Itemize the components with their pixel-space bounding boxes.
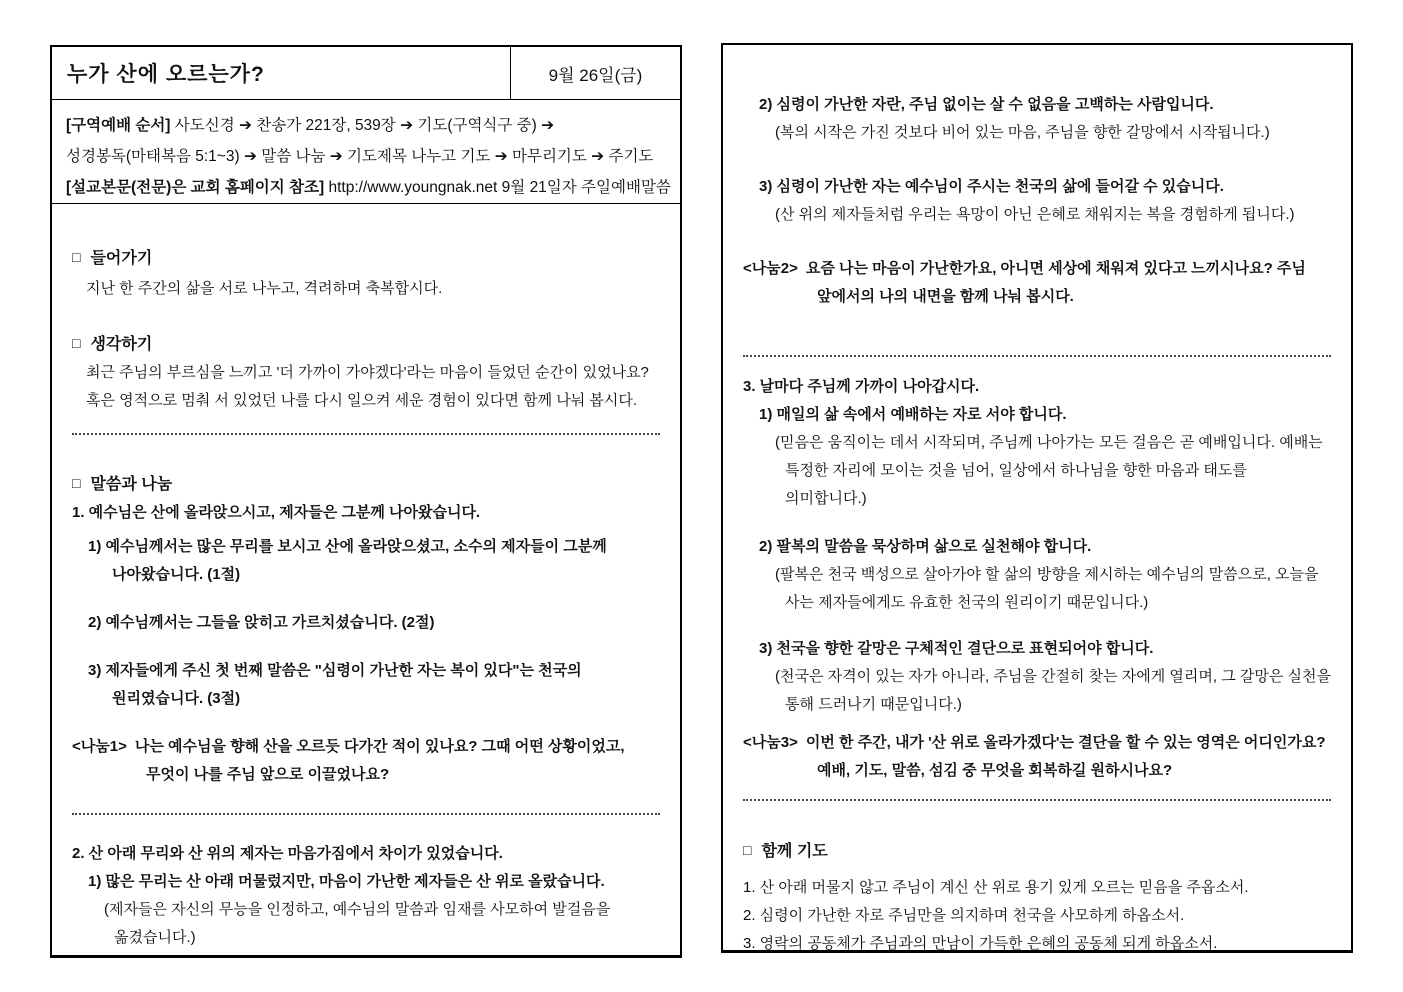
point-3-sub-3-note: (천국은 자격이 있는 자가 아니라, 주님을 간절히 찾는 자에게 열리며, 그 갈망은 실천을 통해 드러나기 때문입니다.) [775, 668, 1332, 713]
right-page-panel [721, 43, 1353, 953]
share-2-text: 요즘 나는 마음이 가난한가요, 아니면 세상에 채워져 있다고 느끼시나요? 주님 앞에서의 나의 내면을 함께 나눠 봅시다. [805, 260, 1306, 305]
point-3-head: 3. 날마다 주님께 가까이 나아갑시다. [743, 378, 980, 395]
thinking-body: 최근 주님의 부르심을 느끼고 '더 가까이 가야겠다'라는 마음이 들었던 순간이 있었나요? 혹은 영적으로 멈춰 서 있었던 나를 다시 일으켜 세운 경험이 있다면 함께 나눠 봅시다. [86, 364, 649, 409]
point-2-sub-3: 3) 심령이 가난한 자는 예수님이 주시는 천국의 삶에 들어갈 수 있습니다. [759, 178, 1224, 195]
order-line-1 [66, 110, 666, 141]
page-title: 누가 산에 오르는가? [67, 63, 265, 86]
pray-item-3: 3. 영락의 공동체가 주님과의 만남이 가득한 은혜의 공동체 되게 하옵소서. [743, 935, 1218, 952]
section-word-title: 말씀과 나눔 [90, 476, 173, 493]
order-line-2: 성경봉독(마태복음 5:1~3) ➔ 말씀 나눔 ➔ 기도제목 나누고 기도 ➔ 마무리기도 ➔ 주기도 [66, 148, 654, 165]
section-entering-title: 들어가기 [90, 250, 153, 267]
point-3-sub-3: 3) 천국을 향한 갈망은 구체적인 결단으로 표현되어야 합니다. [759, 640, 1154, 657]
section-word-heading [72, 470, 660, 499]
order-line-3 [66, 172, 671, 203]
pray-item-2: 2. 심령이 가난한 자로 주님만을 의지하며 천국을 사모하게 하옵소서. [743, 907, 1185, 924]
dotted-divider [743, 799, 1331, 801]
dotted-divider [743, 355, 1331, 357]
point-3-sub-1: 1) 매일의 삶 속에서 예배하는 자로 서야 합니다. [759, 406, 1067, 423]
left-content [52, 244, 680, 952]
pray-item-1: 1. 산 아래 머물지 않고 주님이 계신 산 위로 용기 있게 오르는 믿음을 주옵소서. [743, 879, 1249, 896]
point-2-sub-2: 2) 심령이 가난한 자란, 주님 없이는 살 수 없음을 고백하는 사람입니다. [759, 96, 1214, 113]
point-1-head: 1. 예수님은 산에 올라앉으시고, 제자들은 그분께 나아왔습니다. [72, 504, 481, 521]
section-entering-heading [72, 244, 660, 273]
section-pray-title: 함께 기도 [761, 843, 828, 860]
order-line-1-label: [구역예배 순서] [66, 117, 171, 134]
point-2-sub-1-note: (제자들은 자신의 무능을 인정하고, 예수님의 말씀과 임재를 사모하여 발걸음을 옮겼습니다.) [104, 901, 611, 946]
left-page-panel [50, 45, 682, 958]
dotted-divider [72, 433, 660, 435]
order-line-3-text: http://www.youngnak.net 9월 21일자 주일예배말씀 [324, 179, 671, 196]
point-1-sub-1: 1) 예수님께서는 많은 무리를 보시고 산에 올라앉으셨고, 소수의 제자들이 그분께 나아왔습니다. (1절) [88, 538, 607, 583]
section-thinking-title: 생각하기 [90, 336, 153, 353]
worship-order-section [52, 100, 680, 204]
order-line-3-label: [설교본문(전문)은 교회 홈페이지 참조] [66, 179, 325, 196]
point-1-sub-3: 3) 제자들에게 주신 첫 번째 말씀은 "심령이 가난한 자는 복이 있다"는 천국의 원리였습니다. (3절) [88, 662, 582, 707]
entering-body: 지난 한 주간의 삶을 서로 나누고, 격려하며 축복합시다. [86, 280, 443, 297]
share-prompt-2 [743, 255, 1331, 311]
order-line-1-text: 사도신경 ➔ 찬송가 221장, 539장 ➔ 기도(구역식구 중) ➔ [170, 117, 555, 134]
checkbox-icon: □ [72, 335, 81, 351]
share-3-label: <나눔3> [743, 734, 798, 751]
point-2-head: 2. 산 아래 무리와 산 위의 제자는 마음가짐에서 차이가 있었습니다. [72, 845, 503, 862]
checkbox-icon: □ [72, 475, 81, 491]
checkbox-icon: □ [743, 842, 752, 858]
title-row [52, 47, 680, 100]
share-prompt-1 [72, 733, 660, 789]
point-2-sub-1: 1) 많은 무리는 산 아래 머물렀지만, 마음이 가난한 제자들은 산 위로 올랐습니다. [88, 873, 605, 890]
share-3-text: 이번 한 주간, 내가 '산 위로 올라가겠다'는 결단을 할 수 있는 영역은 어디인가요? 예배, 기도, 말씀, 섬김 중 무엇을 회복하길 원하시나요? [805, 734, 1326, 779]
section-pray-heading [743, 837, 1331, 866]
share-1-label: <나눔1> [72, 738, 127, 755]
share-2-label: <나눔2> [743, 260, 798, 277]
date-label: 9월 26일(금) [510, 47, 680, 99]
point-1-sub-2: 2) 예수님께서는 그들을 앉히고 가르치셨습니다. (2절) [88, 614, 435, 631]
point-3-sub-2: 2) 팔복의 말씀을 묵상하며 삶으로 실천해야 합니다. [759, 538, 1092, 555]
checkbox-icon: □ [72, 249, 81, 265]
share-prompt-3 [743, 729, 1331, 785]
point-3-sub-1-note: (믿음은 움직이는 데서 시작되며, 주님께 나아가는 모든 걸음은 곧 예배입니다. 예배는 특정한 자리에 모이는 것을 넘어, 일상에서 하나님을 향한 마음과 태도를 의미합니다.) [775, 434, 1323, 507]
dotted-divider [72, 813, 660, 815]
share-1-text: 나는 예수님을 향해 산을 오르듯 다가간 적이 있나요? 그때 어떤 상황이었고, 무엇이 나를 주님 앞으로 이끌었나요? [134, 738, 625, 783]
point-2-sub-2-note: (복의 시작은 가진 것보다 비어 있는 마음, 주님을 향한 갈망에서 시작됩니다.) [775, 124, 1270, 141]
section-thinking-heading [72, 330, 660, 359]
right-content [723, 91, 1351, 958]
point-3-sub-2-note: (팔복은 천국 백성으로 살아가야 할 삶의 방향을 제시하는 예수님의 말씀으로, 오늘을 사는 제자들에게도 유효한 천국의 원리이기 때문입니다.) [775, 566, 1319, 611]
point-2-sub-3-note: (산 위의 제자들처럼 우리는 욕망이 아닌 은혜로 채워지는 복을 경험하게 됩니다.) [775, 206, 1295, 223]
